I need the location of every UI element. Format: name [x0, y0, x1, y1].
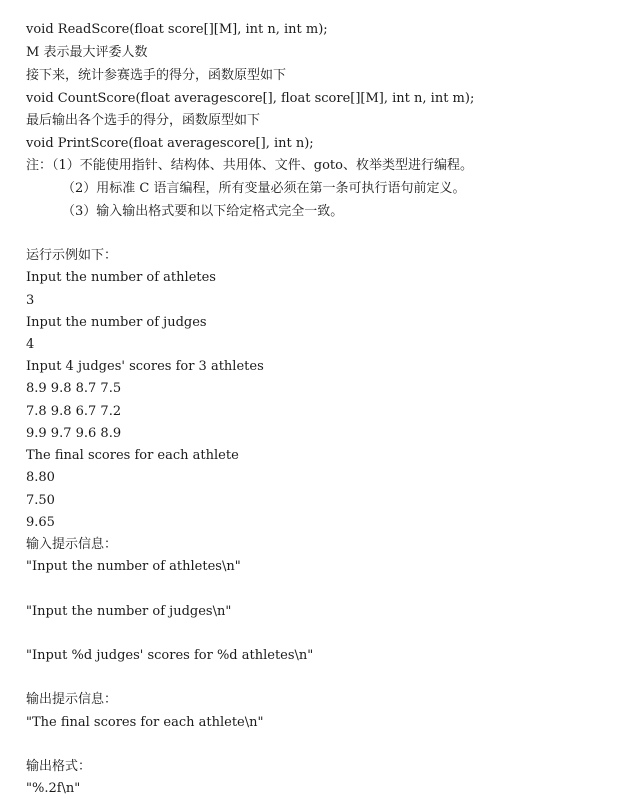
text-line: 输出提示信息：: [26, 692, 118, 707]
text-line: "Input the number of judges\n": [26, 604, 232, 619]
text-line: 8.9 9.8 8.7 7.5: [26, 381, 122, 396]
text-line: 最后输出各个选手的得分，函数原型如下: [26, 113, 261, 128]
text-line: void CountScore(float averagescore[], float score[][M], int n, int m);: [26, 91, 475, 106]
text-line: 8.80: [26, 470, 55, 485]
text-line: 输入提示信息：: [26, 537, 118, 552]
text-line: Input the number of athletes: [26, 270, 216, 285]
text-line: "Input %d judges' scores for %d athletes\n": [26, 648, 314, 663]
text-line: void PrintScore(float averagescore[], int n);: [26, 136, 314, 151]
text-line: M 表示最大评委人数: [26, 45, 148, 60]
text-line: 9.65: [26, 515, 55, 530]
text-line: Input the number of judges: [26, 315, 207, 330]
text-line: "The final scores for each athlete\n": [26, 715, 264, 730]
text-line: 7.50: [26, 493, 55, 508]
text-line: Input 4 judges' scores for 3 athletes: [26, 359, 264, 374]
text-line: 接下来，统计参赛选手的得分，函数原型如下: [26, 68, 287, 83]
text-line: "%.2f\n": [26, 781, 81, 796]
text-line: 注：（1）不能使用指针、结构体、共用体、文件、goto、枚举类型进行编程。: [26, 158, 473, 173]
text-line: The final scores for each athlete: [26, 448, 239, 463]
text-line: 7.8 9.8 6.7 7.2: [26, 404, 122, 419]
text-line: 输出格式：: [26, 759, 92, 774]
text-line: "Input the number of athletes\n": [26, 559, 241, 574]
text-line: void ReadScore(float score[][M], int n, int m);: [26, 22, 328, 37]
text-line: （3）输入输出格式要和以下给定格式完全一致。: [62, 204, 344, 219]
text-line: 3: [26, 293, 35, 308]
text-line: 9.9 9.7 9.6 8.9: [26, 426, 122, 441]
text-line: 运行示例如下：: [26, 248, 118, 263]
text-line: （2）用标准 C 语言编程，所有变量必须在第一条可执行语句前定义。: [62, 181, 466, 196]
text-line: 4: [26, 337, 35, 352]
